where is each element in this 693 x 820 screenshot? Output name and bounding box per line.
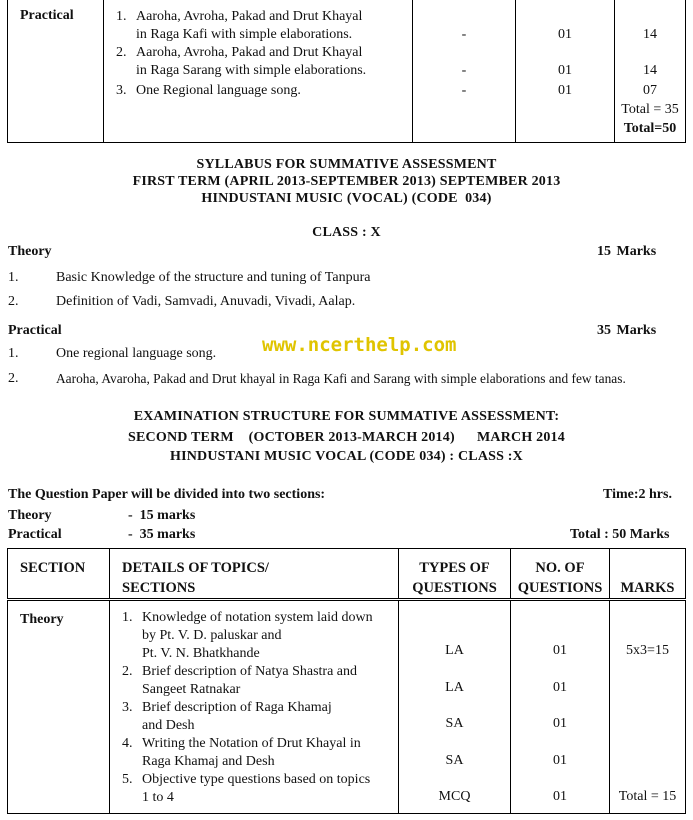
questions-value: 01 [558, 27, 572, 42]
top-types-cell [413, 0, 516, 143]
type-value: - [461, 83, 467, 98]
theory-marks: 15 Marks [597, 244, 657, 259]
total-marks-text: Total : 50 Marks [570, 527, 670, 542]
exam-heading-line: HINDUSTANI MUSIC VOCAL (CODE 034) : CLASS :X [170, 449, 523, 464]
marks-value: 5x3=15 [626, 643, 669, 658]
list-item-text: Basic Knowledge of the structure and tuning of Tanpura [56, 270, 371, 285]
top-section-label: Practical [20, 8, 74, 23]
type-value: - [461, 63, 467, 78]
types-cell [399, 600, 511, 814]
header-questions: NO. OF QUESTIONS [511, 549, 610, 600]
exam-heading-line: SECOND TERM (OCTOBER 2013-MARCH 2014) MARCH 2014 [128, 430, 565, 445]
questions-cell [511, 600, 610, 814]
marks-value: 14 [643, 63, 657, 78]
marks-value: 07 [643, 83, 657, 98]
theory-label: Theory [8, 244, 52, 259]
questions-value: 01 [553, 753, 567, 768]
exam-heading-line: EXAMINATION STRUCTURE FOR SUMMATIVE ASSESSMENT: [133, 409, 560, 424]
type-value: MCQ [438, 789, 471, 804]
time-text: Time:2 hrs. [603, 487, 672, 502]
topic-item: 3. Brief description of Raga Khamaj and Desh [122, 700, 332, 733]
class-label: CLASS : X [312, 225, 381, 240]
topic-item: 1. Aaroha, Avroha, Pakad and Drut Khayal in Raga Kafi with simple elaborations. [116, 9, 363, 42]
marks-value: Total = 15 [618, 789, 677, 804]
list-item-num: 1. [8, 346, 19, 361]
list-item-text: One regional language song. [56, 346, 217, 361]
list-item-num: 2. [8, 371, 19, 386]
list-item-text: Definition of Vadi, Samvadi, Anuvadi, Vivadi, Aalap. [56, 294, 356, 309]
practical-section-marks: - 35 marks [128, 527, 196, 542]
type-value: SA [445, 716, 464, 731]
theory-marks-table [7, 548, 686, 814]
topic-item: 3. One Regional language song. [116, 83, 301, 98]
list-item-num: 2. [8, 294, 19, 309]
grand-total-value: Total=50 [623, 121, 677, 136]
list-item-num: 1. [8, 270, 19, 285]
marks-cell [610, 600, 686, 814]
questions-value: 01 [553, 643, 567, 658]
questions-value: 01 [553, 716, 567, 731]
type-value: LA [445, 680, 464, 695]
topic-item: 4. Writing the Notation of Drut Khayal in Raga Khamaj and Desh [122, 736, 361, 769]
list-item-text: Aaroha, Avaroha, Pakad and Drut khayal in Raga Kafi and Sarang with simple elaborations and few tanas. [56, 371, 626, 386]
topic-item: 1. Knowledge of notation system laid down by Pt. V. D. paluskar and Pt. V. N. Bhatkhande [122, 610, 373, 661]
topics-cell [110, 600, 399, 814]
topic-item: 2. Brief description of Natya Shastra and Sangeet Ratnakar [122, 664, 357, 697]
practical-section-label: Practical [8, 527, 62, 542]
divided-text: The Question Paper will be divided into two sections: [8, 487, 326, 502]
top-marks-cell [615, 0, 686, 143]
top-section-cell [8, 0, 104, 143]
top-topics-cell [104, 0, 413, 143]
section-label: Theory [20, 612, 64, 627]
section-cell [8, 600, 110, 814]
header-marks: MARKS [610, 549, 686, 600]
syllabus-heading-line: SYLLABUS FOR SUMMATIVE ASSESSMENT [196, 157, 497, 172]
questions-value: 01 [558, 63, 572, 78]
practical-marks: 35 Marks [597, 323, 657, 338]
questions-value: 01 [553, 680, 567, 695]
header-section: SECTION [8, 549, 110, 600]
theory-section-marks: - 15 marks [128, 508, 196, 523]
syllabus-heading-line: HINDUSTANI MUSIC (VOCAL) (CODE 034) [201, 191, 492, 206]
top-questions-cell [516, 0, 615, 143]
questions-value: 01 [558, 83, 572, 98]
type-value: SA [445, 753, 464, 768]
type-value: - [461, 27, 467, 42]
type-value: LA [445, 643, 464, 658]
marks-value: 14 [643, 27, 657, 42]
practical-label: Practical [8, 323, 62, 338]
total-value: Total = 35 [621, 102, 679, 117]
header-types: TYPES OF QUESTIONS [399, 549, 511, 600]
topic-item: 2. Aaroha, Avroha, Pakad and Drut Khayal in Raga Sarang with simple elaborations. [116, 45, 367, 78]
syllabus-heading-line: FIRST TERM (APRIL 2013-SEPTEMBER 2013) SEPTEMBER 2013 [132, 174, 561, 189]
header-details: DETAILS OF TOPICS/ SECTIONS [110, 549, 399, 600]
top-marks-table [7, 0, 686, 143]
topic-item: 5. Objective type questions based on topics 1 to 4 [122, 772, 371, 805]
theory-section-label: Theory [8, 508, 52, 523]
watermark-text: www.ncerthelp.com [262, 334, 457, 356]
questions-value: 01 [553, 789, 567, 804]
